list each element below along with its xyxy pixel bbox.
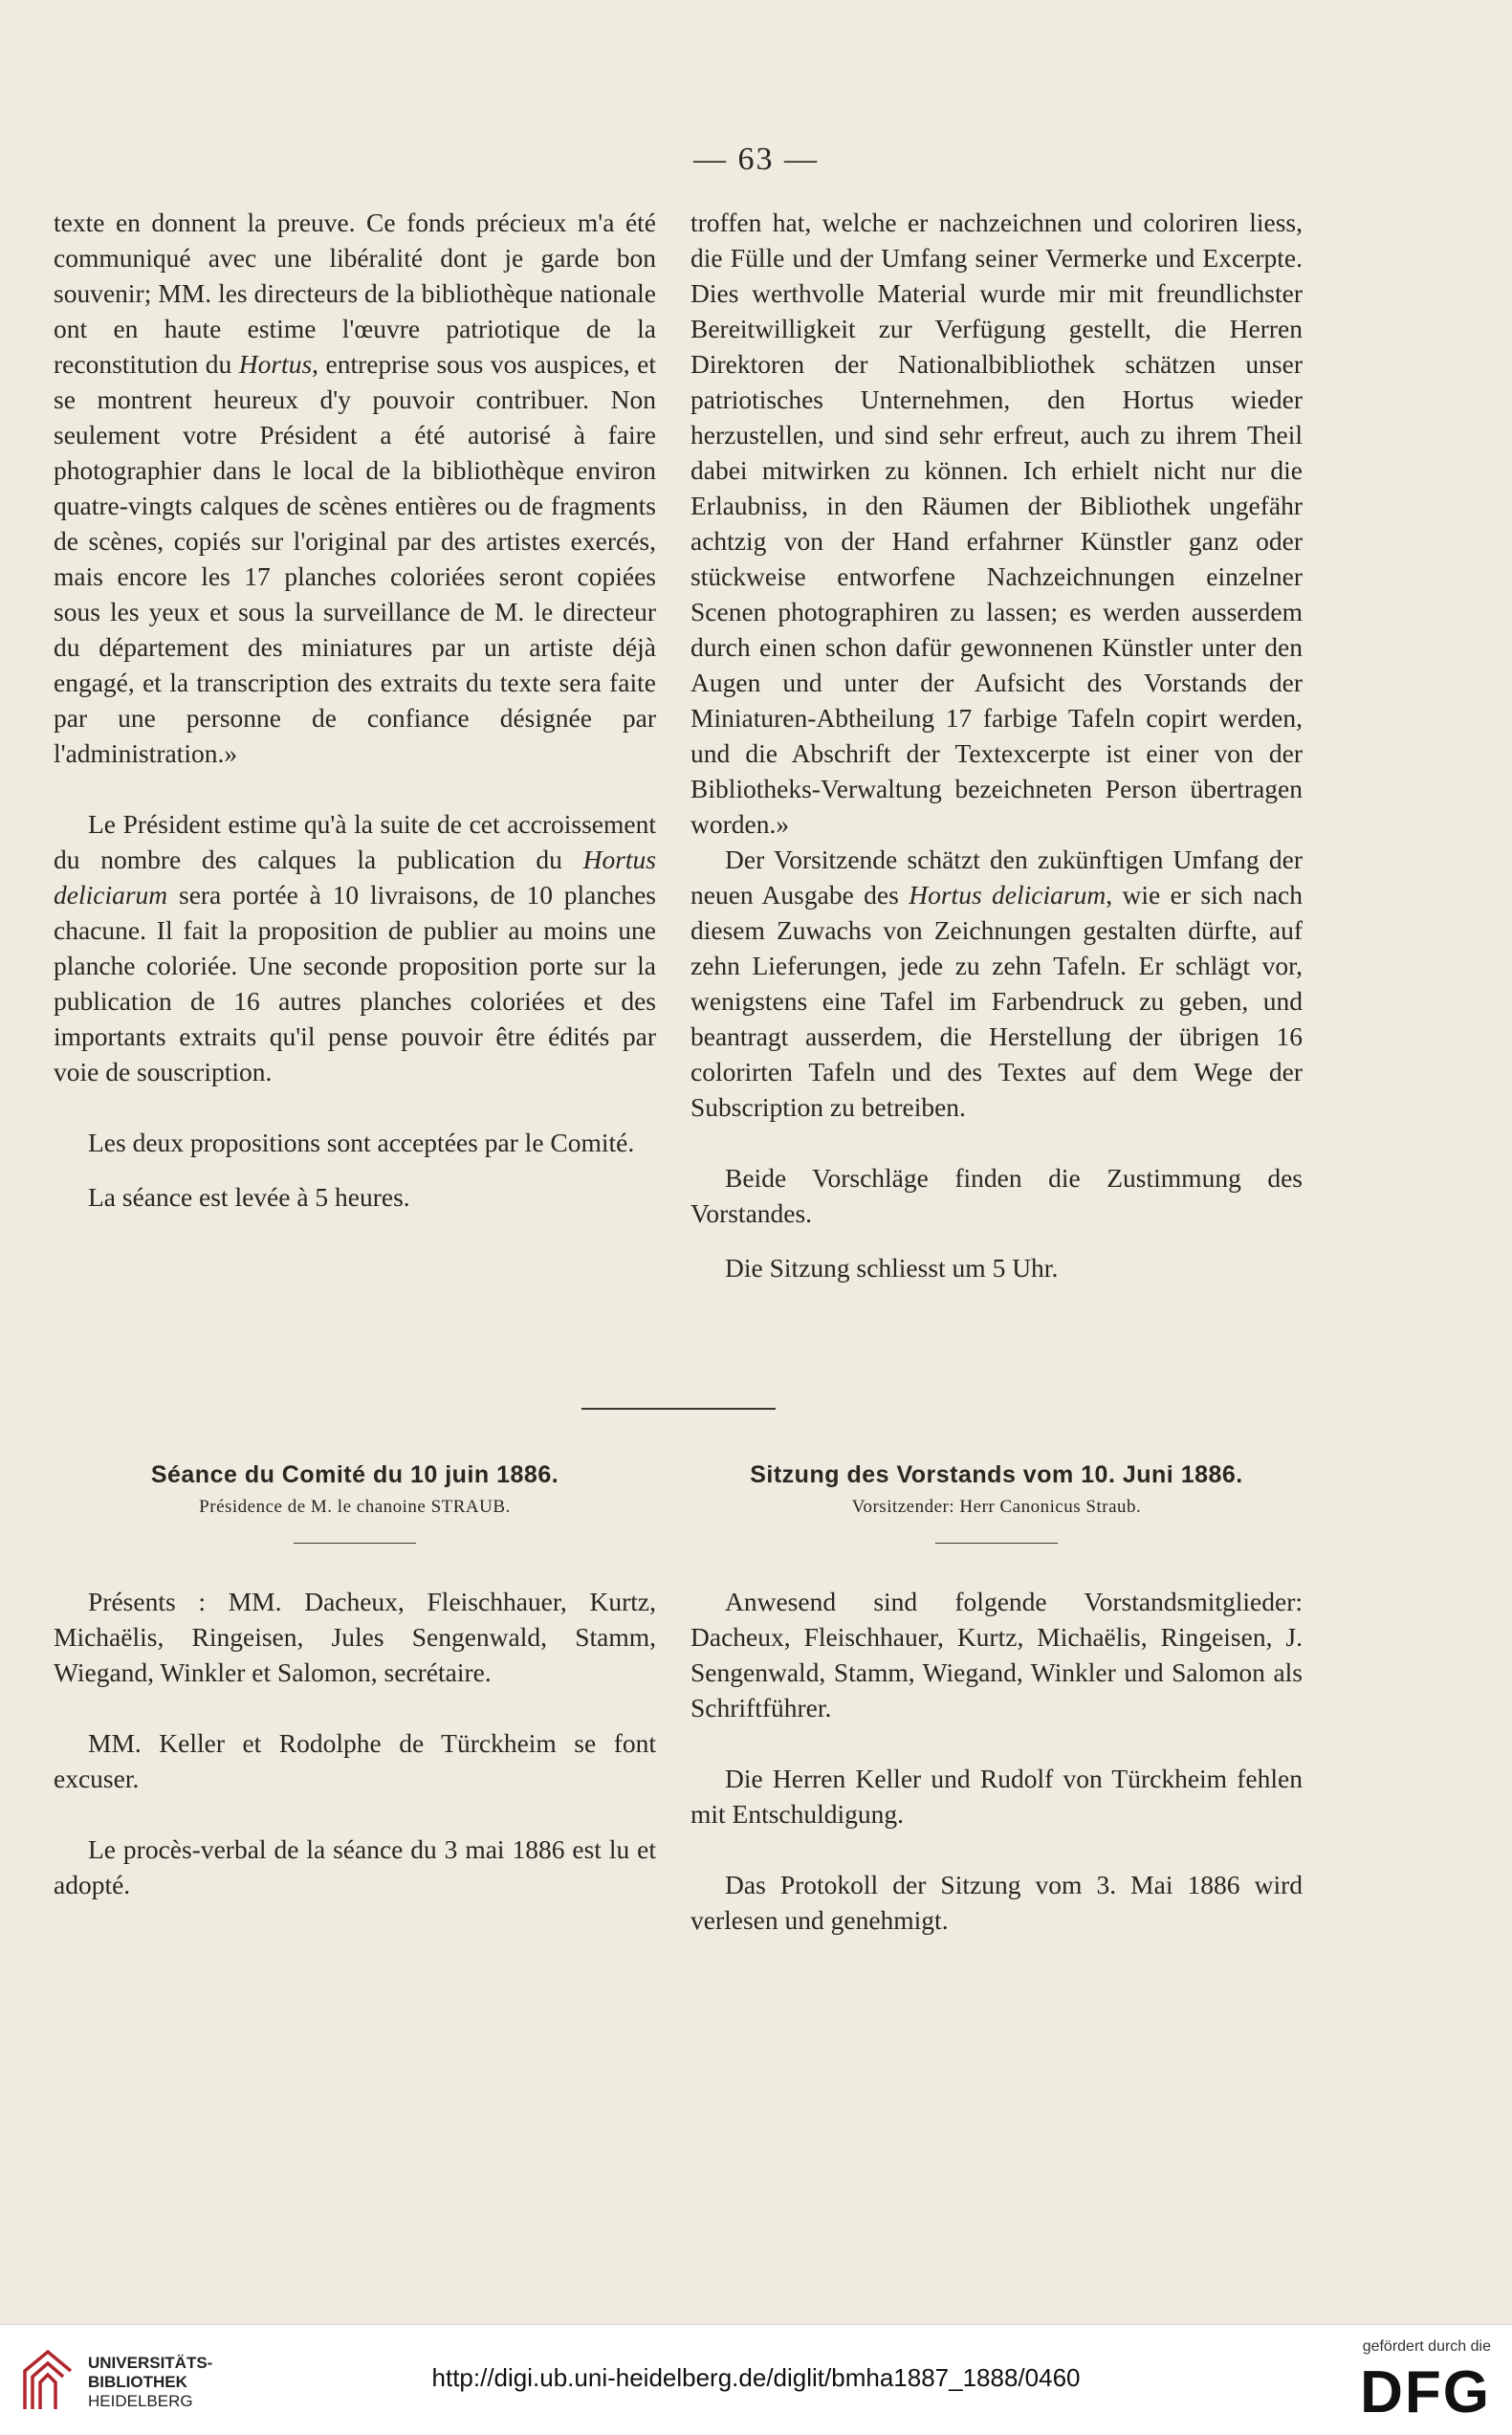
right-paragraph-1: troffen hat, welche er nachzeichnen und coloriren liess, die Fülle und der Umfang seiner Vermerke und Excerpte. Dies werthvolle Material wurde mir mit freundlichster Bereitwilligkeit zur Verfügung gestellt, die Herren Direktoren der Nationalbibliothek schätzen unser patriotisches Unternehmen, den Hortus wieder herzustellen, und sind sehr erfreut, auch zu ihrem Theil dabei mitwirken zu können. Ich erhielt nicht nur die Erlaubniss, in den Räumen der Bibliothek ungefähr achtzig von der Hand erfahrner Künstler ganz oder stückweise entworfene Nachzeichnungen einzelner Scenen photographiren zu lassen; es werden ausserdem durch einen schon dafür gewonnenen Künstler unter den Augen und unter der Aufsicht des Vorstands der Miniaturen-Abtheilung 17 farbige Tafeln copirt werden, und die Abschrift der Textexcerpte ist einer von der Bibliotheks-Verwaltung bezeichneten Person übertragen worden.» — [690, 208, 1303, 839]
heading-rule — [294, 1543, 416, 1544]
minutes-paragraph: Das Protokoll der Sitzung vom 3. Mai 1886 wird verlesen und genehmigt. — [690, 1870, 1303, 1935]
text-run: sera portée à 10 livraisons, de 10 planches chacune. Il fait la proposition de publier au moins une planche coloriée. Une seconde proposition porte sur la publication de 16 autres planches coloriées et des importants extraits qu'il pense pouvoir être édités par voie de souscription. — [54, 880, 656, 1086]
section-subtitle: Vorsitzender: Herr Canonicus Straub. — [851, 1497, 1142, 1517]
section-subtitle: Présidence de M. le chanoine STRAUB. — [199, 1497, 511, 1517]
right-paragraph-3: Beide Vorschläge finden die Zustimmung des Vorstandes. — [690, 1163, 1303, 1228]
excused-paragraph: Die Herren Keller und Rudolf von Türckheim fehlen mit Entschuldigung. — [690, 1764, 1303, 1829]
text-run: Le Président estime qu'à la suite de cet accroissement du nombre des calques la publication du — [54, 809, 656, 874]
funded-by-label: gefördert durch die — [1362, 2338, 1491, 2355]
text-run: , entreprise sous vos auspices, et se montrent heureux d'y pouvoir contribuer. Non seulement votre Président a été autorisé à faire photographier dans le local de la bibliothèque environ quatre-vingts calques de scènes entières ou de fragments de scènes, copiés sur l'original par des artistes exercés, mais encore les 17 planches coloriées seront copiées sous les yeux et sous la surveillance de M. le directeur du département des miniatures par un artiste déjà engagé, et la transcription des extraits du texte sera faite par une personne de confiance désignée par l'administration.» — [54, 349, 656, 768]
excused-paragraph: MM. Keller et Rodolphe de Türckheim se font excuser. — [54, 1728, 656, 1793]
section-body-german — [690, 1584, 1303, 1938]
attendance-paragraph: Anwesend sind folgende Vorstandsmitglieder: Dacheux, Fleischhauer, Kurtz, Michaëlis, Ringeisen, J. Sengenwald, Stamm, Wiegand, Winkler und Salomon als Schriftführer. — [690, 1587, 1303, 1722]
right-column-german — [690, 205, 1303, 1285]
section-divider — [581, 1408, 776, 1410]
italic-title: Hortus — [238, 349, 313, 379]
institution-line: BIBLIOTHEK — [88, 2373, 187, 2391]
minutes-paragraph: Le procès-verbal de la séance du 3 mai 1886 est lu et adopté. — [54, 1834, 656, 1899]
permalink-url[interactable]: http://digi.ub.uni-heidelberg.de/diglit/bmha1887_1888/0460 — [431, 2363, 1081, 2392]
heading-rule — [935, 1543, 1058, 1544]
section-title: Séance du Comité du 10 juin 1886. — [150, 1461, 559, 1488]
left-paragraph-2 — [54, 806, 656, 1089]
section-title: Sitzung des Vorstands vom 10. Juni 1886. — [750, 1461, 1243, 1488]
page-number: — 63 — — [693, 142, 819, 177]
italic-title: Hortus deliciarum — [54, 845, 656, 910]
section-heading-german — [690, 1461, 1303, 1544]
viewer-footer — [0, 2324, 1512, 2435]
attendance-paragraph: Présents : MM. Dacheux, Fleischhauer, Kurtz, Michaëlis, Ringeisen, Jules Sengenwald, Stamm, Wiegand, Winkler et Salomon, secrétaire. — [54, 1587, 656, 1687]
section-heading-french — [54, 1461, 656, 1544]
institution-line: UNIVERSITÄTS- — [88, 2354, 213, 2372]
institution-line: HEIDELBERG — [88, 2392, 193, 2410]
left-paragraph-4: La séance est levée à 5 heures. — [88, 1182, 410, 1212]
left-paragraph-1 — [54, 205, 656, 771]
section-body-french — [54, 1584, 656, 1902]
text-run: Der Vorsitzende schätzt den zukünftigen Umfang der neuen Ausgabe des — [690, 845, 1303, 910]
left-column-french — [54, 205, 656, 1215]
text-run: , wie er sich nach diesem Zuwachs von Zeichnungen gestalten dürfte, auf zehn Lieferungen, jede zu zehn Tafeln. Er schlägt vor, wenigstens eine Tafel im Farbendruck zu geben, und beantragt ausserdem, die Herstellung der übrigen 16 colorirten Tafeln und des Textes auf dem Wege der Subscription zu betreiben. — [690, 880, 1303, 1122]
left-paragraph-3: Les deux propositions sont acceptées par le Comité. — [88, 1128, 635, 1157]
right-paragraph-4: Die Sitzung schliesst um 5 Uhr. — [725, 1253, 1059, 1283]
dfg-logo: DFG — [1360, 2359, 1491, 2425]
italic-title: Hortus deliciarum — [909, 880, 1107, 910]
text-run: texte en donnent la preuve. Ce fonds précieux m'a été communiqué avec une libéralité dont je garde bon souvenir; MM. les directeurs de la bibliothèque nationale ont en haute estime l'œuvre patriotique de la reconstitution du — [54, 208, 656, 379]
right-paragraph-2 — [690, 842, 1303, 1125]
